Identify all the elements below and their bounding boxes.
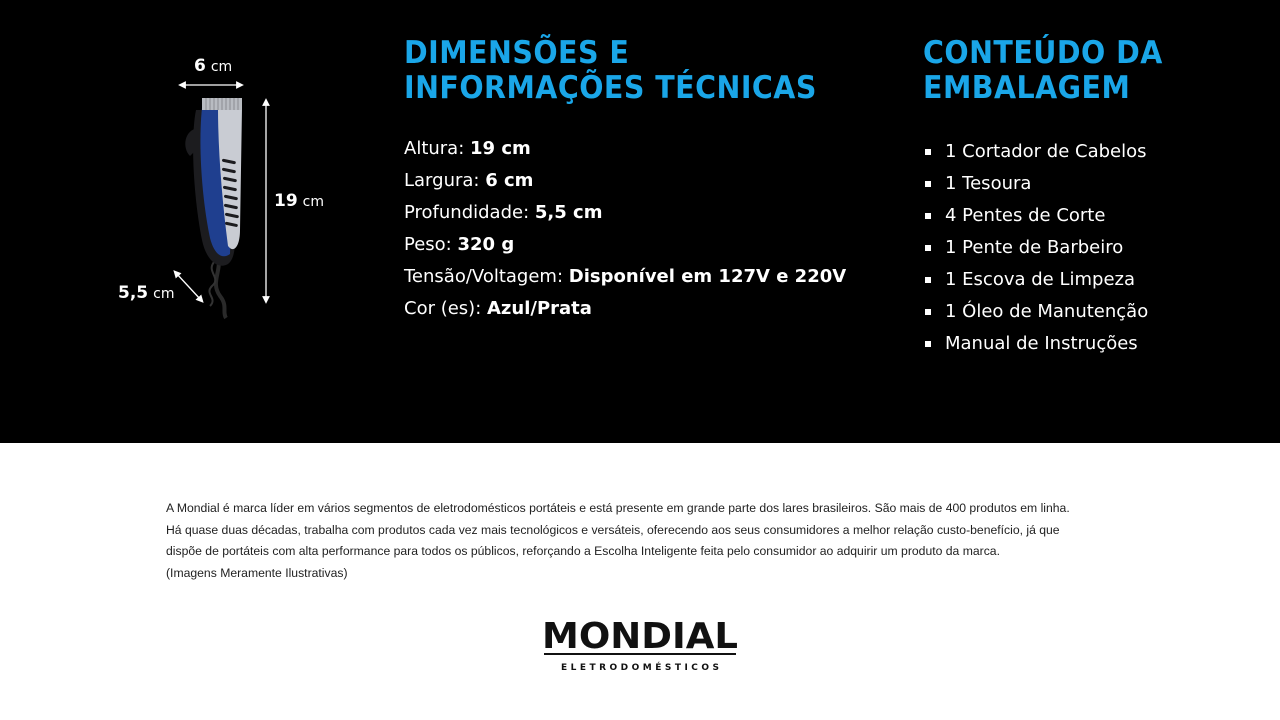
- bullet-icon: [925, 181, 931, 187]
- package-item-label: 1 Tesoura: [945, 173, 1032, 194]
- height-dimension-value: 19: [274, 191, 298, 211]
- width-dimension-value: 6: [194, 56, 206, 76]
- depth-arrow: [176, 273, 201, 300]
- depth-dimension-unit: cm: [153, 286, 175, 302]
- depth-dimension-value: 5,5: [118, 283, 149, 303]
- package-heading-line1: CONTEÚDO DA: [923, 35, 1163, 71]
- package-item: [925, 328, 1148, 360]
- spec-label: Peso:: [404, 234, 452, 255]
- spec-label: Tensão/Voltagem:: [404, 266, 564, 287]
- specs-heading-line2: INFORMAÇÕES TÉCNICAS: [404, 70, 817, 106]
- about-disclaimer: (Imagens Meramente Ilustrativas): [166, 565, 348, 580]
- width-dimension-label: [194, 56, 232, 76]
- package-item: [925, 168, 1148, 200]
- bullet-icon: [925, 309, 931, 315]
- specs-list: [404, 136, 846, 328]
- package-list: [925, 136, 1148, 360]
- package-item: [925, 232, 1148, 264]
- spec-row-profundidade: [404, 200, 846, 232]
- height-dimension-label: [274, 191, 324, 211]
- package-item-label: 1 Escova de Limpeza: [945, 269, 1136, 290]
- package-item: [925, 136, 1148, 168]
- brand-about-text: [166, 498, 1126, 584]
- spec-value: 19 cm: [470, 138, 531, 159]
- spec-label: Profundidade:: [404, 202, 530, 223]
- package-item-label: 1 Pente de Barbeiro: [945, 237, 1124, 258]
- spec-value: Disponível em 127V e 220V: [568, 266, 847, 287]
- about-line: A Mondial é marca líder em vários segmentos de eletrodomésticos portáteis e está presente em grande parte dos lares brasileiros. São mais de 400 produtos em linha.: [166, 501, 1070, 515]
- package-item: [925, 200, 1148, 232]
- product-figure: [110, 50, 350, 320]
- mondial-logo: [540, 612, 740, 676]
- package-item: [925, 296, 1148, 328]
- spec-row-voltagem: [404, 264, 846, 296]
- logo-tagline: ELETRODOMÉSTICOS: [561, 663, 719, 673]
- depth-dimension-label: [118, 283, 174, 303]
- bullet-icon: [925, 245, 931, 251]
- spec-value: 6 cm: [485, 170, 534, 191]
- hair-clipper-image: [110, 50, 350, 320]
- package-heading: [923, 36, 1163, 106]
- spec-label: Largura:: [404, 170, 480, 191]
- logo-brand: MONDIAL: [542, 616, 738, 657]
- spec-row-largura: [404, 168, 846, 200]
- spec-row-altura: [404, 136, 846, 168]
- spec-row-cor: [404, 296, 846, 328]
- spec-value: 320 g: [457, 234, 515, 255]
- about-line: dispõe de portáteis com alta performance para todos os públicos, reforçando a Escolha Inteligente feita pelo consumidor ao adquirir um produto da marca.: [166, 544, 1000, 558]
- specs-heading-line1: DIMENSÕES E: [404, 35, 630, 71]
- package-item: [925, 264, 1148, 296]
- package-item-label: 1 Cortador de Cabelos: [945, 141, 1147, 162]
- package-heading-line2: EMBALAGEM: [923, 70, 1131, 106]
- spec-value: 5,5 cm: [534, 202, 603, 223]
- spec-row-peso: [404, 232, 846, 264]
- bullet-icon: [925, 213, 931, 219]
- height-dimension-unit: cm: [302, 194, 325, 210]
- package-item-label: 1 Óleo de Manutenção: [945, 301, 1149, 322]
- spec-label: Altura:: [404, 138, 465, 159]
- package-item-label: 4 Pentes de Corte: [945, 205, 1106, 226]
- spec-label: Cor (es):: [404, 298, 482, 319]
- specs-heading: [404, 36, 817, 106]
- about-line: Há quase duas décadas, trabalha com produtos cada vez mais tecnológicos e versáteis, oferecendo aos seus consumidores a melhor relação custo-benefício, já que: [166, 522, 1060, 537]
- spec-value: Azul/Prata: [487, 298, 592, 319]
- width-dimension-unit: cm: [210, 59, 233, 75]
- bullet-icon: [925, 149, 931, 155]
- bullet-icon: [925, 341, 931, 347]
- bullet-icon: [925, 277, 931, 283]
- mondial-logo-mark: [540, 612, 740, 676]
- package-item-label: Manual de Instruções: [945, 333, 1138, 354]
